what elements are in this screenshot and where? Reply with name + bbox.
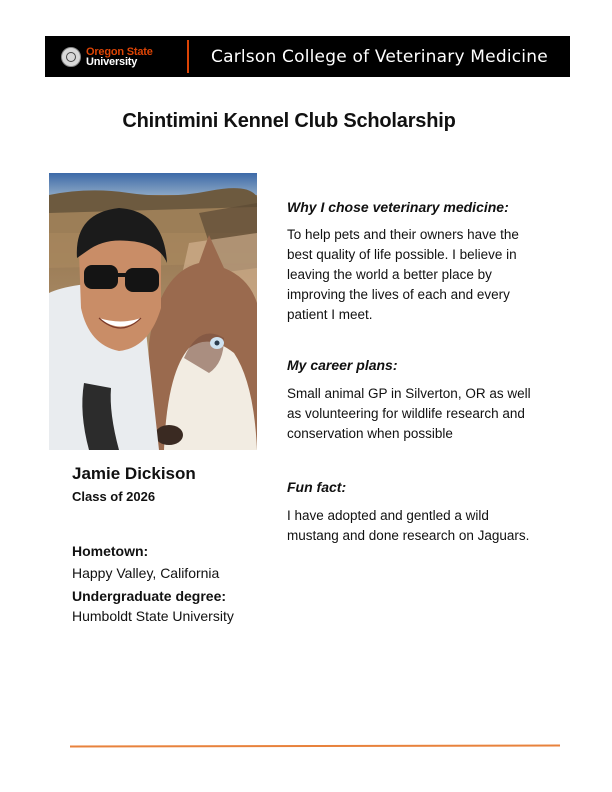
answer-line: leaving the world a better place by: [287, 267, 492, 282]
question-why-vet: Why I chose veterinary medicine:: [287, 199, 509, 215]
answer-why-vet: [287, 225, 549, 325]
logo-line-1: Oregon State: [86, 45, 153, 58]
question-fun-fact: Fun fact:: [287, 479, 347, 495]
answer-line: To help pets and their owners have the: [287, 227, 519, 242]
osu-logo: [61, 47, 173, 67]
answer-line: patient I meet.: [287, 307, 373, 322]
answer-line: as volunteering for wildlife research and: [287, 406, 525, 421]
hometown-value: Happy Valley, California: [72, 565, 220, 581]
answer-fun-fact: [287, 506, 549, 546]
header-banner: [45, 36, 570, 77]
student-name: Jamie Dickison: [72, 464, 196, 483]
answer-line: mustang and done research on Jaguars.: [287, 528, 530, 543]
answer-line: best quality of life possible. I believe in: [287, 247, 517, 262]
question-career-plans: My career plans:: [287, 357, 398, 373]
answer-career-plans: [287, 384, 549, 444]
answer-line: Small animal GP in Silverton, OR as well: [287, 386, 531, 401]
hometown-label: Hometown:: [72, 543, 149, 559]
answer-line: conservation when possible: [287, 426, 453, 441]
university-seal-icon: [61, 47, 81, 67]
banner-divider: [187, 40, 189, 73]
answer-line: I have adopted and gentled a wild: [287, 508, 489, 523]
student-photo: [49, 173, 257, 450]
scholarship-title: Chintimini Kennel Club Scholarship: [122, 110, 456, 132]
footer-rule: [70, 744, 560, 747]
degree-value: Humboldt State University: [72, 608, 234, 624]
logo-wordmark: [86, 47, 153, 67]
college-title: Carlson College of Veterinary Medicine: [211, 46, 548, 67]
logo-line-2: University: [86, 55, 138, 68]
answer-line: improving the lives of each and every: [287, 287, 510, 302]
class-year: Class of 2026: [72, 489, 156, 504]
degree-label: Undergraduate degree:: [72, 588, 227, 604]
